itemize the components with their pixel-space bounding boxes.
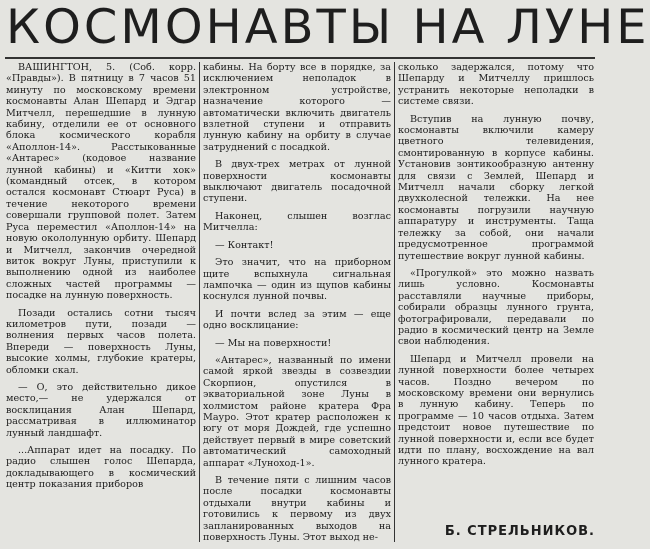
column-divider-left — [199, 62, 200, 542]
article-column-3 — [398, 62, 594, 506]
paragraph: — О, это действительно дикое место,— не удержался от восклицания Алан Шепард, рассматривая в иллюминатор лунный ландшафт. — [6, 381, 196, 439]
paragraph: Вступив на лунную почву, космонавты включили камеру цветного телевидения, смонтированную в корпусе кабины. Установив зонтикообразную антенну для связи с Землей, Шепард и Митчелл начали сборку легкой двухколесной тележки. На нее космонавты погрузили научную аппаратуру и инструменты. Таща тележку за собой, они начали предусмотренное программой путешествие вокруг лунной кабины. — [398, 113, 594, 262]
headline-divider — [5, 57, 595, 59]
paragraph: И почти вслед за этим — еще одно восклицание: — [203, 308, 391, 332]
paragraph: Наконец, слышен возглас Митчелла: — [203, 210, 391, 234]
paragraph: ВАШИНГТОН, 5. (Соб. корр. «Правды»). В пятницу в 7 часов 51 минуту по московскому времени космонавты Алан Шепард и Эдгар Митчелл, перешедшие в лунную кабину, отделили ее от основного блока космического корабля «Аполлон-14». Расстыкованные «Антарес» (кодовое название лунной кабины) и «Китти хок» (командный отсек, в котором остался космонавт Стюарт Руса) в течение некоторого времени совершали групповой полет. Затем Руса переместил «Аполлон-14» на новую окололунную орбиту. Шепард и Митчелл, закончив очередной виток вокруг Луны, приступили к выполнению одной из наиболее сложных частей программы — посадке на лунную поверхность. — [6, 62, 196, 302]
column-divider-right — [394, 62, 395, 542]
article-column-1 — [6, 62, 196, 506]
paragraph: — Мы на поверхности! — [215, 337, 332, 349]
article-column-2 — [203, 62, 391, 544]
paragraph: «Прогулкой» это можно назвать лишь условно. Космонавты расставляли научные приборы, собирали образцы лунного грунта, фотографировали, передавали по радио в космический центр на Земле свои наблюдения. — [398, 267, 594, 348]
paragraph: ...Аппарат идет на посадку. По радио слышен голос Шепарда, докладывающего в космический центр показания приборов — [6, 445, 196, 491]
paragraph: кабины. На борту все в порядке, за исключением неполадок в электронном устройстве, назначение которого — автоматически включить двигатель взлетной ступени и отправить лунную кабину на орбиту в случае затруднений с посадкой. — [203, 62, 391, 153]
paragraph: Это значит, что на приборном щите вспыхнула сигнальная лампочка — один из щупов кабины коснулся лунной почвы. — [203, 257, 391, 303]
paragraph: Шепард и Митчелл провели на лунной поверхности более четырех часов. Поздно вечером по московскому времени они вернулись в лунную кабину. Теперь по программе — 10 часов отдыха. Затем предстоит новое путешествие по лунной поверхности и, если все будет идти по плану, восхождение на вал лунного кратера. — [398, 353, 594, 468]
paragraph: В течение пяти с лишним часов после посадки космонавты отдыхали внутри кабины и готовились к первому из двух запланированных выходов на поверхность Луны. Этот выход не- — [203, 475, 391, 544]
paragraph: В двух-трех метрах от лунной поверхности космонавты выключают двигатель посадочной ступени. — [203, 159, 391, 205]
paragraph: сколько задержался, потому что Шепарду и Митчеллу пришлось устранить некоторые неполадки в системе связи. — [398, 62, 594, 108]
author-signature: Б. СТРЕЛЬНИКОВ. — [444, 524, 595, 539]
paragraph: — Контакт! — [215, 239, 274, 251]
paragraph: Позади остались сотни тысяч километров пути, позади — волнения первых часов полета. Впереди — поверхность Луны, высокие холмы, глубокие кратеры, обломки скал. — [6, 307, 196, 376]
paragraph: «Антарес», названный по имени самой яркой звезды в созвездии Скорпион, опустился в экваториальной зоне Луны в холмистом районе кратера Фра Мауро. Этот кратер расположен к югу от моря Дождей, где успешно действует первый в мире советский автоматический самоходный аппарат «Луноход-1». — [203, 354, 391, 469]
article-headline: КОСМОНАВТЫ НА ЛУНЕ — [6, 0, 650, 55]
